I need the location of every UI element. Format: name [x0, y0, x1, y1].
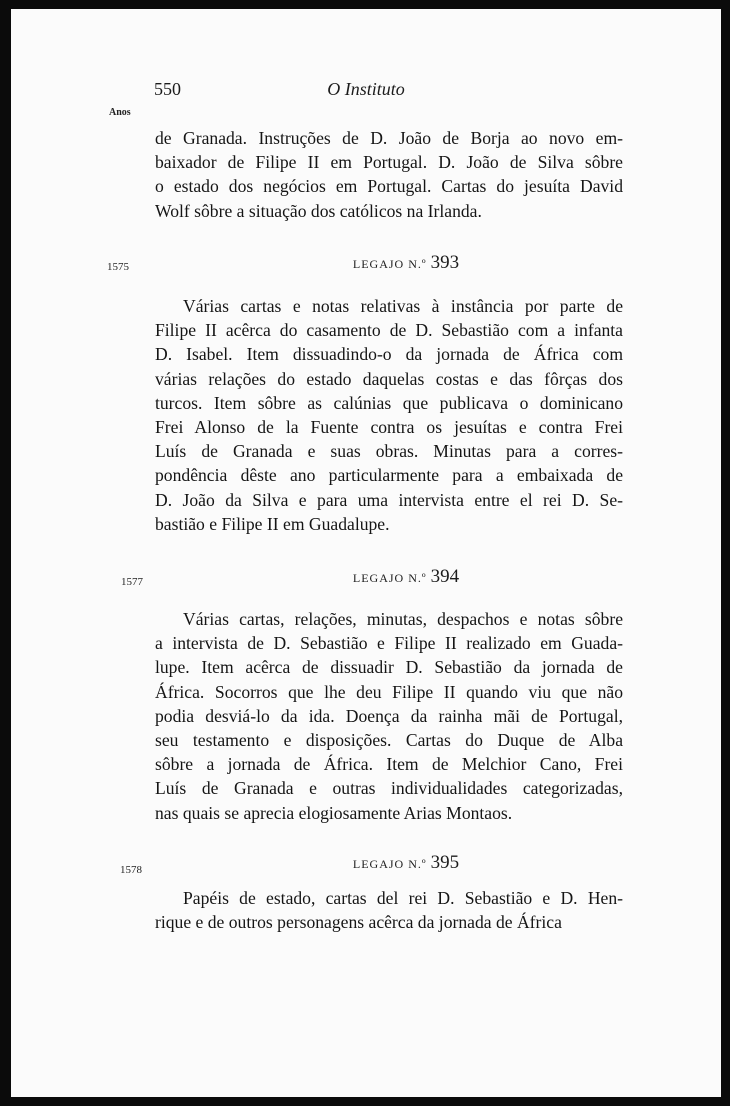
- text-line: Luís de Granada e suas obras. Minutas para a corres-: [155, 441, 623, 462]
- text-line: pondência dêste ano particularmente para a embaixada de: [155, 465, 623, 486]
- legajo-number: 395: [430, 852, 460, 873]
- text-line: a intervista de D. Sebastião e Filipe II realizado em Guada-: [155, 633, 623, 654]
- intro-paragraph: [155, 126, 623, 223]
- text-line: várias relações do estado daquelas costas e das fôrças dos: [155, 368, 623, 389]
- text-line: Papéis de estado, cartas del rei D. Sebastião e D. Hen-: [183, 888, 623, 908]
- book-page: [11, 9, 721, 1097]
- margin-year-1577: 1577: [121, 576, 143, 588]
- text-line: nas quais se aprecia elogiosamente Arias Montaos.: [155, 802, 513, 823]
- legajo-heading-395: [11, 852, 721, 874]
- legajo-394-paragraph: [155, 607, 623, 825]
- margin-year-1575: 1575: [107, 261, 129, 273]
- legajo-label: LEGAJO N.º: [352, 571, 427, 585]
- text-line: Frei Alonso de la Fuente contra os jesuítas e contra Frei: [155, 417, 623, 438]
- legajo-heading-393: [11, 252, 721, 274]
- text-line: bastião e Filipe II em Guadalupe.: [155, 513, 390, 534]
- text-line: Luís de Granada e outras individualidades categorizadas,: [155, 778, 623, 799]
- legajo-heading-394: [11, 566, 721, 588]
- text-line: D. Isabel. Item dissuadindo-o da jornada de África com: [155, 344, 623, 365]
- text-line: de Granada. Instruções de D. João de Borja ao novo em-: [155, 128, 623, 148]
- text-line: lupe. Item acêrca de dissuadir D. Sebastião da jornada de: [155, 657, 623, 678]
- legajo-number: 394: [430, 566, 460, 587]
- legajo-label: LEGAJO N.º: [352, 257, 427, 271]
- text-line: África. Socorros que lhe deu Filipe II quando viu que não: [155, 681, 623, 702]
- margin-year-1578: 1578: [120, 864, 142, 876]
- text-line: Filipe II acêrca do casamento de D. Sebastião com a infanta: [155, 320, 623, 341]
- margin-label-anos: Anos: [109, 107, 131, 118]
- text-line: seu testamento e disposições. Cartas do Duque de Alba: [155, 730, 623, 751]
- text-line: rique e de outros personagens acêrca da jornada de África: [155, 912, 562, 933]
- legajo-label: LEGAJO N.º: [352, 857, 427, 871]
- text-line: D. João da Silva e para uma intervista entre el rei D. Se-: [155, 489, 623, 510]
- text-line: sôbre a jornada de África. Item de Melchior Cano, Frei: [155, 754, 623, 775]
- page-number: 550: [154, 79, 181, 99]
- text-line: Wolf sôbre a situação dos católicos na Irlanda.: [155, 200, 482, 221]
- text-line: podia desviá-lo da ida. Doença da rainha mãi de Portugal,: [155, 705, 623, 726]
- running-title: O Instituto: [327, 79, 405, 99]
- legajo-number: 393: [430, 252, 460, 273]
- text-line: Várias cartas e notas relativas à instância por parte de: [183, 296, 623, 316]
- legajo-393-paragraph: [155, 294, 623, 536]
- text-line: baixador de Filipe II em Portugal. D. João de Silva sôbre: [155, 152, 623, 173]
- text-line: o estado dos negócios em Portugal. Cartas do jesuíta David: [155, 176, 623, 197]
- text-line: turcos. Item sôbre as calúnias que publicava o dominicano: [155, 392, 623, 413]
- text-line: Várias cartas, relações, minutas, despachos e notas sôbre: [183, 609, 623, 629]
- legajo-395-paragraph: [155, 886, 623, 934]
